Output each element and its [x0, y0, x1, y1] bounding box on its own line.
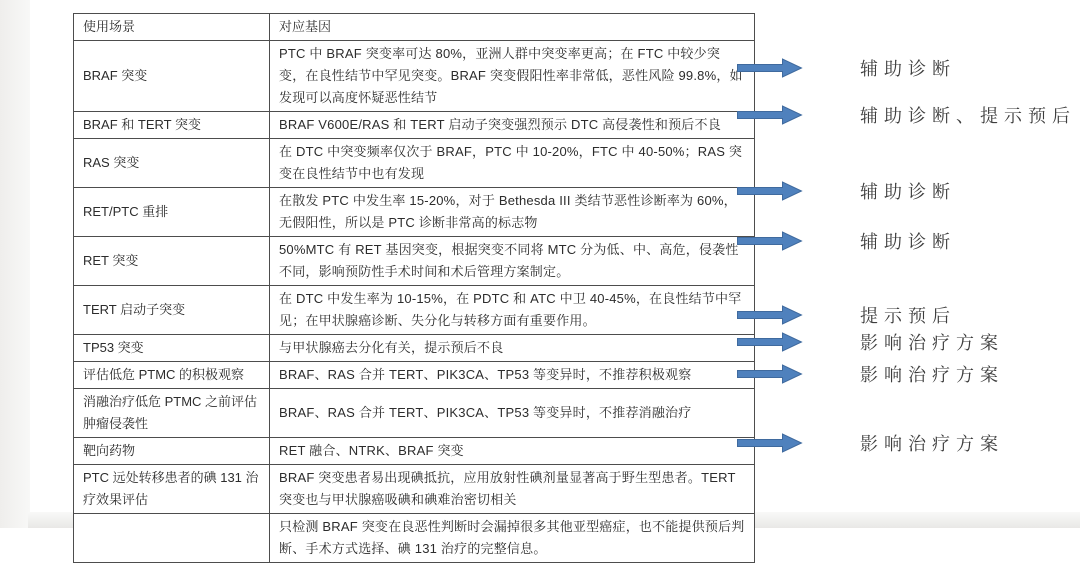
arrow-right-icon	[737, 304, 803, 326]
table-row	[74, 237, 755, 286]
scenario-cell: TERT 启动子突变	[74, 286, 270, 335]
table-row	[74, 139, 755, 188]
page-left-edge-shading	[0, 0, 30, 528]
scenario-cell: PTC 远处转移患者的碘 131 治疗效果评估	[74, 465, 270, 514]
annotation-label: 辅助诊断	[860, 182, 956, 202]
annotation-label: 提示预后	[860, 306, 956, 326]
gene-cell: 50%MTC 有 RET 基因突变，根据突变不同将 MTC 分为低、中、高危，侵袭性不同，影响预防性手术时间和术后管理方案制定。	[270, 237, 755, 286]
scenario-cell: TP53 突变	[74, 335, 270, 362]
scenario-cell: RET 突变	[74, 237, 270, 286]
gene-cell: 与甲状腺癌去分化有关，提示预后不良	[270, 335, 755, 362]
gene-cell: RET 融合、NTRK、BRAF 突变	[270, 438, 755, 465]
annotation-row	[737, 328, 1004, 356]
gene-cell: BRAF、RAS 合并 TERT、PIK3CA、TP53 等变异时，不推荐消融治疗	[270, 389, 755, 438]
arrow-right-icon	[737, 230, 803, 252]
scenario-cell: RET/PTC 重排	[74, 188, 270, 237]
annotation-label: 影响治疗方案	[860, 333, 1004, 353]
annotation-label: 辅助诊断	[860, 59, 956, 79]
table-row	[74, 362, 755, 389]
annotation-row	[737, 54, 956, 82]
annotation-row	[737, 429, 1004, 457]
scenario-cell	[74, 514, 270, 563]
col-header-scenario: 使用场景	[74, 14, 270, 41]
annotation-row	[737, 177, 956, 205]
gene-cell: 只检测 BRAF 突变在良恶性判断时会漏掉很多其他亚型癌症，也不能提供预后判断、手术方式选择、碘 131 治疗的完整信息。	[270, 514, 755, 563]
gene-cell: BRAF、RAS 合并 TERT、PIK3CA、TP53 等变异时，不推荐积极观察	[270, 362, 755, 389]
annotation-label: 影响治疗方案	[860, 365, 1004, 385]
gene-cell: 在 DTC 中突变频率仅次于 BRAF，PTC 中 10-20%，FTC 中 40-50%；RAS 突变在良性结节中也有发现	[270, 139, 755, 188]
col-header-gene: 对应基因	[270, 14, 755, 41]
annotation-row	[737, 301, 956, 329]
table-row	[74, 188, 755, 237]
gene-cell: BRAF V600E/RAS 和 TERT 启动子突变强烈预示 DTC 高侵袭性和预后不良	[270, 112, 755, 139]
arrow-right-icon	[737, 57, 803, 79]
annotation-row	[737, 360, 1004, 388]
arrow-right-icon	[737, 432, 803, 454]
gene-usage-table	[73, 13, 755, 563]
table-row	[74, 389, 755, 438]
table-row	[74, 41, 755, 112]
arrow-right-icon	[737, 331, 803, 353]
gene-cell: 在 DTC 中发生率为 10-15%，在 PDTC 和 ATC 中卫 40-45%，在良性结节中罕见；在甲状腺癌诊断、失分化与转移方面有重要作用。	[270, 286, 755, 335]
annotation-label: 影响治疗方案	[860, 434, 1004, 454]
table-row	[74, 465, 755, 514]
arrow-right-icon	[737, 363, 803, 385]
scenario-cell: 靶向药物	[74, 438, 270, 465]
scenario-cell: RAS 突变	[74, 139, 270, 188]
arrow-right-icon	[737, 180, 803, 202]
scenario-cell: 消融治疗低危 PTMC 之前评估肿瘤侵袭性	[74, 389, 270, 438]
gene-cell: BRAF 突变患者易出现碘抵抗，应用放射性碘剂量显著高于野生型患者。TERT 突变也与甲状腺癌吸碘和碘难治密切相关	[270, 465, 755, 514]
gene-cell: 在散发 PTC 中发生率 15-20%，对于 Bethesda III 类结节恶性诊断率为 60%，无假阳性，所以是 PTC 诊断非常高的标志物	[270, 188, 755, 237]
table-row	[74, 514, 755, 563]
annotation-label: 辅助诊断、提示预后	[860, 106, 1076, 126]
table-row	[74, 286, 755, 335]
arrow-right-icon	[737, 104, 803, 126]
scenario-cell: BRAF 突变	[74, 41, 270, 112]
table-row	[74, 335, 755, 362]
annotation-row	[737, 227, 956, 255]
gene-table-body	[74, 41, 755, 563]
scenario-cell: BRAF 和 TERT 突变	[74, 112, 270, 139]
gene-cell: PTC 中 BRAF 突变率可达 80%，亚洲人群中突变率更高；在 FTC 中较少突变，在良性结节中罕见突变。BRAF 突变假阳性率非常低，恶性风险 99.8%，如发现可以高度怀疑恶性结节	[270, 41, 755, 112]
table-row	[74, 438, 755, 465]
annotation-label: 辅助诊断	[860, 232, 956, 252]
table-row	[74, 112, 755, 139]
table-header-row	[74, 14, 755, 41]
annotation-row	[737, 101, 1076, 129]
scenario-cell: 评估低危 PTMC 的积极观察	[74, 362, 270, 389]
